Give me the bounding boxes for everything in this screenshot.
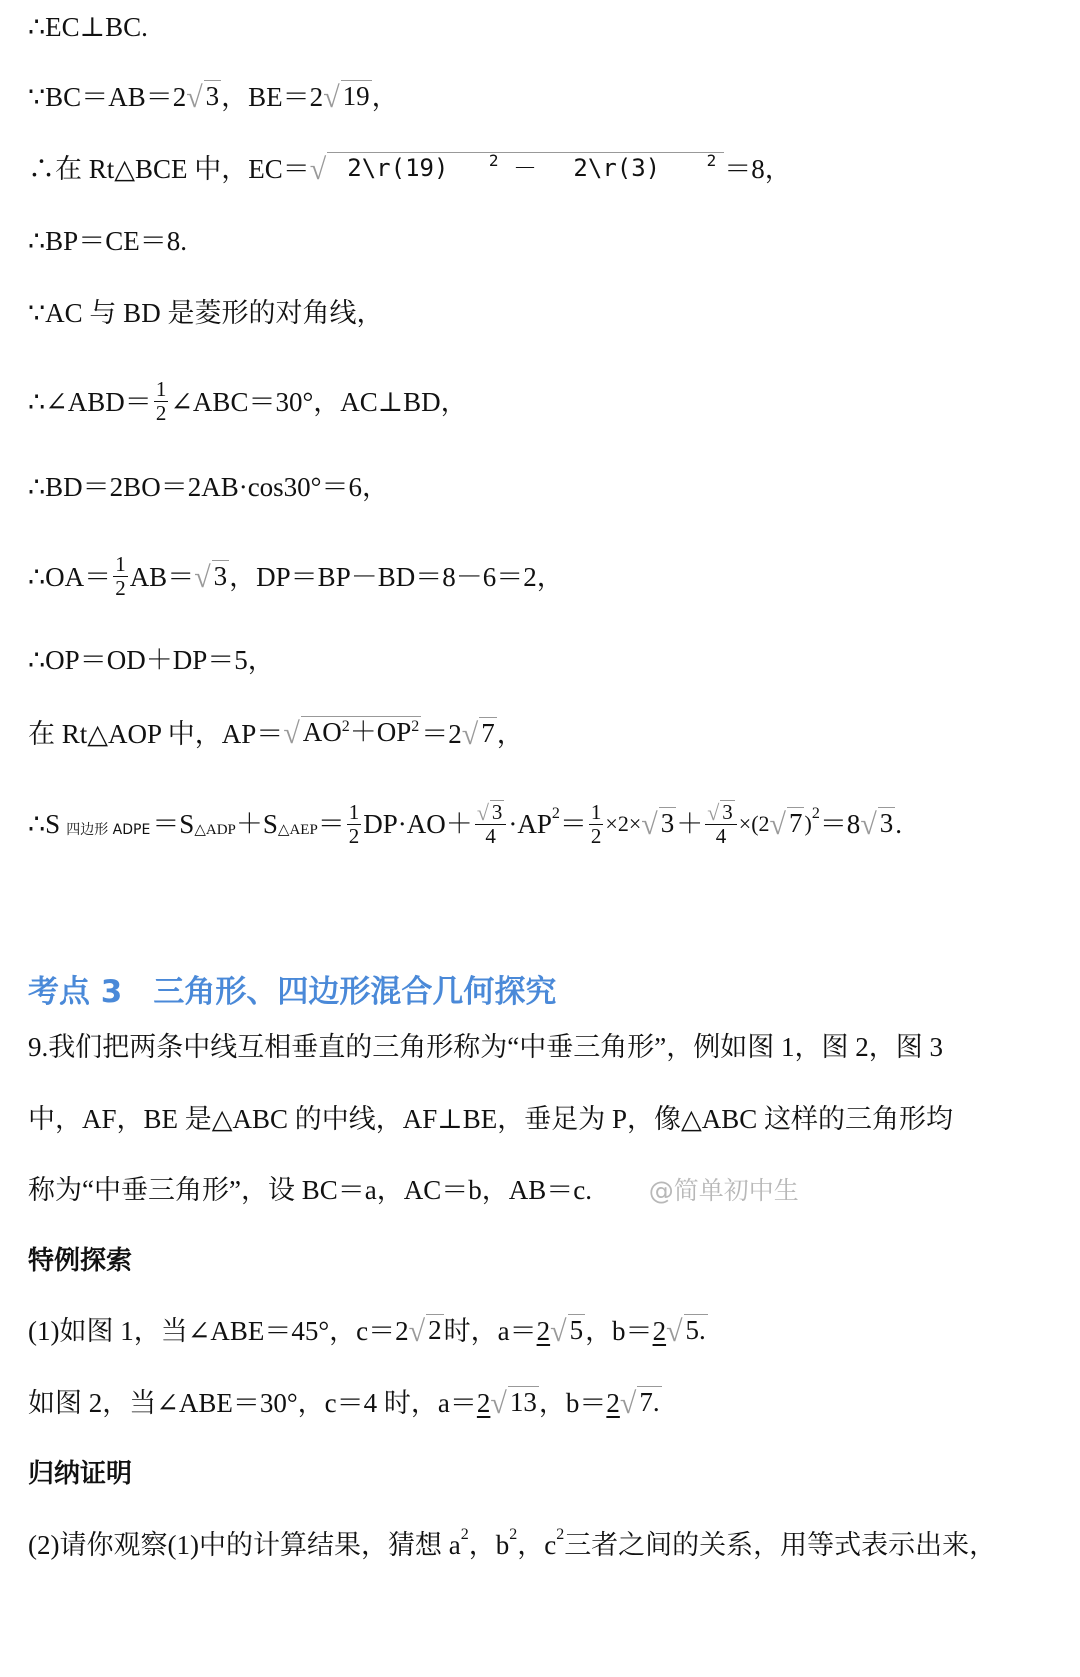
radicand: 5. <box>684 1314 708 1348</box>
fraction <box>589 801 604 848</box>
text: ∴OP＝OD＋DP＝5， <box>28 645 275 675</box>
radicand: 3 <box>491 800 503 824</box>
text: ∴在 Rt△BCE 中，EC＝ <box>28 154 310 184</box>
radicand: 3 <box>722 800 733 824</box>
numerator: 1 <box>348 799 360 824</box>
line-ap <box>28 716 524 752</box>
subheading-proof: 归纳证明 <box>28 1459 133 1489</box>
text: ，c <box>517 1530 557 1560</box>
radicand <box>301 716 422 752</box>
fraction <box>154 378 169 425</box>
text: ∴S <box>28 809 61 839</box>
text: ∴BD＝2BO＝2AB·cos30°＝6， <box>28 472 389 502</box>
sqrt-expr: √ 3 <box>860 808 894 841</box>
text: ＋ <box>676 809 704 839</box>
sqrt-expr: √ 2\r(19) $^2$ － 2\r(3) $^2$ <box>310 152 724 186</box>
line-bp-ce <box>28 224 187 258</box>
text: ，b＝ <box>585 1316 653 1346</box>
text: － <box>512 154 537 182</box>
radicand: 7 <box>479 717 497 751</box>
text: ，b＝ <box>538 1388 607 1418</box>
question-2 <box>28 1528 996 1562</box>
text: ＝2 <box>421 719 462 749</box>
text: ∵AC 与 BD 是菱形的对角线， <box>28 298 384 328</box>
exponent: 2 <box>411 718 420 735</box>
denominator: 2 <box>155 401 167 425</box>
exponent: 2 <box>509 1526 518 1543</box>
exponent: 2 <box>706 151 717 170</box>
text: 2 <box>536 1316 551 1346</box>
text: ，BE＝2 <box>221 82 324 112</box>
line-area <box>28 800 902 848</box>
fraction <box>475 800 507 848</box>
text: ∴OA＝ <box>28 561 112 592</box>
text: ＋OP <box>349 717 412 747</box>
radicand: 5 <box>568 1314 586 1348</box>
watermark: @简单初中生 <box>648 1176 799 1205</box>
problem-line-2 <box>28 1102 953 1136</box>
numerator: 1 <box>115 552 126 576</box>
answer-b: 2 √ 5. <box>652 1315 706 1348</box>
text: 三者之间的关系，用等式表示出来， <box>564 1530 997 1560</box>
text: 如图 2，当∠ABE＝30°，c＝4 时，a＝ <box>28 1388 477 1418</box>
sqrt-expr: √ 2 <box>408 1315 442 1348</box>
text: ，DP＝BP－BD＝8－6＝2， <box>229 561 564 592</box>
text: ∴BP＝CE＝8. <box>28 226 187 256</box>
radicand: 19 <box>341 80 372 114</box>
exponent: 2 <box>551 805 560 822</box>
text: 2\r(19) <box>347 154 449 182</box>
line-op <box>28 643 275 677</box>
text: DP·AO＋ <box>363 809 473 839</box>
text: ＝ <box>317 809 345 839</box>
sqrt-expr: √ 3 <box>186 81 220 114</box>
question-1 <box>28 1314 708 1348</box>
answer-b: 2 √ 7. <box>606 1387 660 1420</box>
sqrt-expr: √ $AO^2+OP^2$ <box>283 717 420 750</box>
text: ∵BC＝AB＝2 <box>28 82 187 112</box>
problem-line-1 <box>28 1030 943 1064</box>
line-ec-perp-bc <box>28 10 148 44</box>
fraction <box>347 801 362 848</box>
text: 在 Rt△AOP 中，AP＝ <box>28 719 284 749</box>
radicand: 13 <box>508 1386 539 1420</box>
subscript: 四边形 ADPE <box>66 822 151 838</box>
radicand: 3 <box>878 807 896 841</box>
text: ＝8， <box>724 154 792 184</box>
sqrt-expr: √ 7 <box>769 808 803 841</box>
text: ， <box>496 719 524 749</box>
text: 2 <box>476 1388 491 1418</box>
text: ∠ABC＝30°，AC⊥BD， <box>170 386 468 417</box>
denominator: 2 <box>348 823 360 848</box>
subscript: △AEP <box>277 822 318 838</box>
text: ＝ <box>559 809 587 839</box>
text: (1)如图 1，当∠ABE＝45°，c＝2 <box>28 1316 409 1346</box>
line-ec-value <box>28 152 792 186</box>
denominator: 4 <box>485 824 496 848</box>
text: ×2× <box>605 811 642 836</box>
radicand: 3 <box>659 807 677 841</box>
text: AO <box>302 717 342 747</box>
exponent: 2 <box>811 805 820 822</box>
section-heading: 考点 3 三角形、四边形混合几何探究 <box>28 974 557 1010</box>
answer-a: 2 √ 5 <box>536 1315 584 1348</box>
sqrt-expr: √ 19 <box>323 81 370 114</box>
line-oa-dp <box>28 553 564 600</box>
text: 中，AF，BE 是△ABC 的中线，AF⊥BE，垂足为 P，像△ABC 这样的三角形均 <box>28 1104 953 1134</box>
radicand: 3 <box>212 560 230 594</box>
text: ＝8 <box>819 809 861 839</box>
numerator: 1 <box>155 377 167 401</box>
text: ＋S <box>235 809 278 839</box>
line-bc-ab-be <box>28 80 399 114</box>
text: ·AP <box>508 809 552 839</box>
text: (2)请你观察(1)中的计算结果，猜想 a <box>28 1530 461 1560</box>
radicand <box>327 152 724 186</box>
text: 称为“中垂三角形”，设 BC＝a，AC＝b，AB＝c. <box>28 1175 592 1205</box>
subscript: △ADP <box>194 822 236 838</box>
text: ，b <box>468 1530 510 1560</box>
problem-line-3 <box>28 1173 799 1208</box>
denominator: 2 <box>115 576 126 600</box>
text: 2 <box>652 1316 667 1346</box>
numerator: 1 <box>590 799 602 824</box>
exponent: 2 <box>341 718 350 735</box>
radicand: 3 <box>204 80 222 114</box>
answer-a: 2 √ 13 <box>476 1387 537 1420</box>
denominator: 4 <box>715 824 727 848</box>
text: ∴EC⊥BC. <box>28 12 148 42</box>
sqrt-expr: √ 7 <box>461 718 495 751</box>
subheading-special-case: 特例探索 <box>28 1246 133 1276</box>
text: AB＝ <box>129 561 195 592</box>
line-bd <box>28 470 389 504</box>
text: ∴∠ABD＝ <box>28 386 152 417</box>
line-diagonals <box>28 296 383 330</box>
exponent: 2 <box>460 1526 469 1543</box>
denominator: 2 <box>590 823 602 848</box>
text: ＝S <box>152 809 195 839</box>
text: ×(2 <box>738 811 770 836</box>
text: 2 <box>606 1388 620 1418</box>
text: 2\r(3) <box>573 154 661 182</box>
sqrt-expr: √ 3 <box>194 560 228 594</box>
text: 9.我们把两条中线互相垂直的三角形称为“中垂三角形”，例如图 1，图 2，图 3 <box>28 1032 943 1062</box>
exponent: 2 <box>556 1526 565 1543</box>
numerator: √ 3 <box>705 800 737 825</box>
question-1-fig2 <box>28 1386 662 1420</box>
sqrt-expr: √ 3 <box>641 808 675 841</box>
radicand: 7 <box>787 807 805 841</box>
exponent: 2 <box>488 151 499 170</box>
fraction <box>705 800 737 848</box>
text: 时，a＝ <box>443 1316 537 1346</box>
fraction <box>113 553 128 600</box>
text: ， <box>371 82 399 112</box>
line-angle-abd <box>28 378 468 425</box>
radicand: 2 <box>426 1314 444 1348</box>
numerator: √ 3 <box>475 800 507 825</box>
text: . <box>895 809 903 839</box>
radicand: 7. <box>637 1386 661 1420</box>
text: ) <box>804 811 812 836</box>
